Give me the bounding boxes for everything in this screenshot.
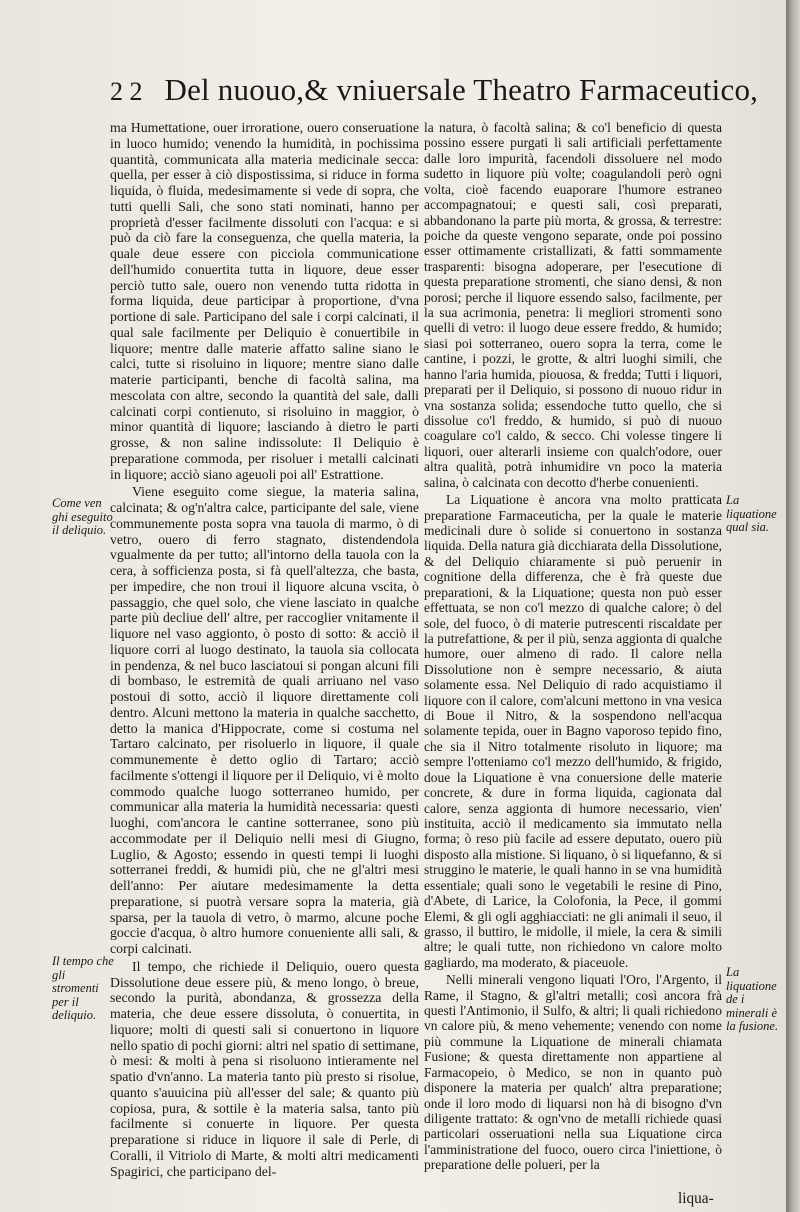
catchword: liqua- bbox=[678, 1190, 714, 1207]
left-column bbox=[110, 120, 419, 1179]
right-column bbox=[424, 120, 722, 1173]
paragraph: la natura, ò facoltà salina; & co'l beneficio di questa possino essere purgati li sali artificiali perfettamente dalle loro impurità, facendoli dissoluere nel modo sudetto in liquore più volte; coagulandoli però ogni volta, cioè facendo euaporare l'humore estraneo accompagnatoui; e questi sali, così preparati, abbandonano la parte più morta, & grossa, & terrestre: poiche da queste vengono separate, onde poi possino esser ottimamente cristallizati, & fatti sommamente trasparenti: bisogna adoperare, per l'esecutione di questa preparatione stromenti, che siano densi, & non porosi; perche il liquore essendo salso, facilmente, per la sua acrimonia, penetra: li megliori stromenti sono quelli di vetro: il luogo deue essere freddo, & humido; siasi poi sotterraneo, ouero sopra la terra, come le cantine, i pozzi, le grotte, & altri luoghi simili, che hanno l'aria humida, piouosa, & fredda; Tutti i liquori, preparati per il Deliquio, si possono di nuouo ridur in vna sostanza solida; essendoche tutto quello, che si dissolue co'l freddo, & humido, si può di nuouo coagulare co'l caldo, & secco. Chi volesse tingere li liquori, ouer alterarli insieme con qualch'odore, ouer altra qualità, potrà inhumidire vn poco la materia salina, ò calcinata con decotto d'herbe conuenienti. bbox=[424, 120, 722, 490]
page-number: 2 2 bbox=[110, 77, 143, 106]
running-title: Del nuouo,& vniuersale Theatro Farmaceutico, bbox=[164, 72, 759, 107]
paragraph: ma Humettatione, ouer irroratione, ouero conseruatione in luoco humido; venendo la humidità, in pochissima quantità, communicata alla materia medicinale secca: quella, per esser à ciò dispostissima, si riduce in forma liquida, ò fluida, medesimamente si vede di sopra, che tutti quelli Sali, che sono stati nominati, hanno per proprietà d'esser facilmente dissoluti con l'acqua: e si può da ciò fare la conseguenza, che quella materia, la quale deue essere con picciola communicatione dell'humido conuertita tutta in liquore, deue esser perciò tutto sale, ouero non venendo tutta ridotta in forma liquida, deue participar à proportione, d'vna portione di sale. Participano del sale i corpi calcinati, il qual sale facilmente per Deliquio è conuertibile in liquore; mentre dalle materie affatto saline siano le calci, tutte si risoluino in liquore; mentre siano dalle materie participanti, benche di facoltà salina, ma mescolata con altre, secondo la quantità del sale, dalli calcinati corpi contienuto, si risoluino in maggior, ò minor quantità di liquore; lasciando à dietro le parti grosse, & non saline indissolute: Il Deliquio è preparatione commoda, per risoluer i metalli calcinati in liquore; acciò siano ageuoli poi all' Estrattione. bbox=[110, 120, 419, 482]
paragraph: Il tempo, che richiede il Deliquio, ouero questa Dissolutione deue essere più, & meno longo, ò breue, secondo la purità, abondanza, & grossezza della materia, che deue essere dissoluta, ò conuertita, in liquore; molti di questi sali si conuertono in liquore nello spatio di pochi giorni: altri nel spatio di settimane, ò mesi: & molti à pena si risoluono intieramente nel spatio d'vn'anno. La materia tanto più presto si risolue, quanto s'auuicina più all'esser del sale; & quanto più copiosa, pura, & sottile è la materia salsa, tanto più facilmente si conuerte in liquore. Per questa preparatione si riduce in liquore il sale di Perle, di Coralli, il Vitriolo di Marte, & molti altri medicamenti Spagirici, che participano del- bbox=[110, 958, 419, 1179]
margin-note: Come ven ghi eseguito il deliquio. bbox=[52, 496, 113, 537]
paragraph: Viene eseguito come siegue, la materia salina, calcinata; & og'n'altra calce, participante del sale, viene communemente posta sopra vna tauola di marmo, ò di vetro, ouero di ferro stagnato, distendendola vgualmente da per tutto; all'intorno della tauola con la cera, à sofficienza posta, si fà quell'altezza, che basta, per impedire, che non troui il liquore alcuna vscita, ò passaggio, che quel solo, che viene lasciato in qualche parte più decliue dell' altre, per raccoglier vnitamente il liquore nel vaso aggionto, ò posto di sotto: & acciò il liquore corri al luogo destinato, la tauola sia collocata in pendenza, & nel buco lasciatoui si pongan alcuni fili di bombaso, le estremità de quali arriuano nel vaso postoui di sotto, acciò il liquore direttamente coli dentro. Alcuni mettono la materia in qualche sacchetto, detto la manica d'Hippocrate, come si costuma nel Tartaro calcinato, per risoluerlo in liquore, il quale communemente è detto oglio di Tartaro; acciò facilmente s'ottengi il liquore per il Deliquio, vi è molto commodo qualche luogo sotterraneo humido, per communicar alla materia la humidità necessaria: questi luoghi, com'ancora le cantine sotterranee, sono più accommodate per il Deliquio nelli mesi di Giugno, Luglio, & Agosto; essendo in questi tempi li luoghi sotterranei freddi, & humidi più, che ne gl'altri mesi dell'anno: Per aiutare medesimamente la detta preparatione, si puotrà versare sopra la materia, già sparsa, per la tauola di vetro, ò marmo, alcune poche goccie d'acqua, ò altro humore conueniente alli sali, & corpi calcinati. bbox=[110, 484, 419, 956]
paragraph: Nelli minerali vengono liquati l'Oro, l'Argento, il Rame, il Stagno, & gl'altri metalli; così ancora frà questi l'Antimonio, il Sulfo, & altri; li quali richiedono vn calore più, & meno vehemente; venendo con nome più commune la Liquatione de minerali chiamata Fusione; & questa direttamente non appartiene al Farmacopeio, ò Medico, se non in quanto può disponere la materia per qualch' altra preparatione; onde il loro modo di liquarsi non hà di bisogno d'vn diligente trattato: & ogn'vno de metalli richiede quasi particolari osseruationi nella sua Liquatione circa l'amministratione del fuoco, ouero circa l'iniettione, ò preparatione delle polueri, per la bbox=[424, 972, 722, 1173]
paragraph: La Liquatione è ancora vna molto pratticata preparatione Farmaceuticha, per la quale le materie medicinali dure ò solide si conuertono in sostanza liquida. Della natura già dicchiarata della Dissolutione, & del Deliquio chiaramente si può peruenir in cognitione della differenza, che è frà queste due preparationi, & la Liquatione; questa non può esser effettuata, se non co'l mezzo di qualche calore; ò del sole, del fuoco, ò di materie putrescenti riscaldate per la putrefattione, & per il più, senza aggionta di qualche humore, ouer almeno di rado. Il calore nella Dissolutione non è sempre necessario, & aiuta solamente essa. Nel Deliquio di rado acquistiamo il liquore con il calore, com'alcuni mettono in vna vesica di Boue il Nitro, & la sospendono nell'acqua solamente tepida, ouer in Bagno vaporoso tepido fino, che sia il Nitro totalmente risoluto in liquore; ma sempre l'otteniamo co'l mezzo dell'humido, & frigido, doue la Liquatione è vna conuersione delle materie concrete, & dure in forma liquida, cagionata dal calore, senza aggionta di humore necessario, vien' instituita, acciò il medicamento sia immutato nella forma; ò reso più facile ad essere deputato, ouero più disposto alla mistione. Si liquano, ò si liquefanno, & si struggino le materie, le quali hanno in se vna humidità essentiale; quali sono le vegetabili le resine di Pino, d'Abete, di Larice, la Colofonia, la Pece, il gommi Elemi, & gli ogli agghiacciati: ne gli animali il seuo, il grasso, il buttiro, le midolle, il miele, la cera & simili altre; le quali tutte, non richiedono vn calore molto gagliardo, ma moderato, & piaceuole. bbox=[424, 492, 722, 970]
page-header bbox=[110, 72, 759, 116]
margin-note: La liquatione qual sia. bbox=[726, 493, 777, 534]
page-edge bbox=[786, 0, 800, 1212]
margin-note: La liquatione de i minerali è la fusione. bbox=[726, 965, 779, 1033]
margin-note: Il tempo che gli stromenti per il deliquio. bbox=[52, 954, 114, 1022]
